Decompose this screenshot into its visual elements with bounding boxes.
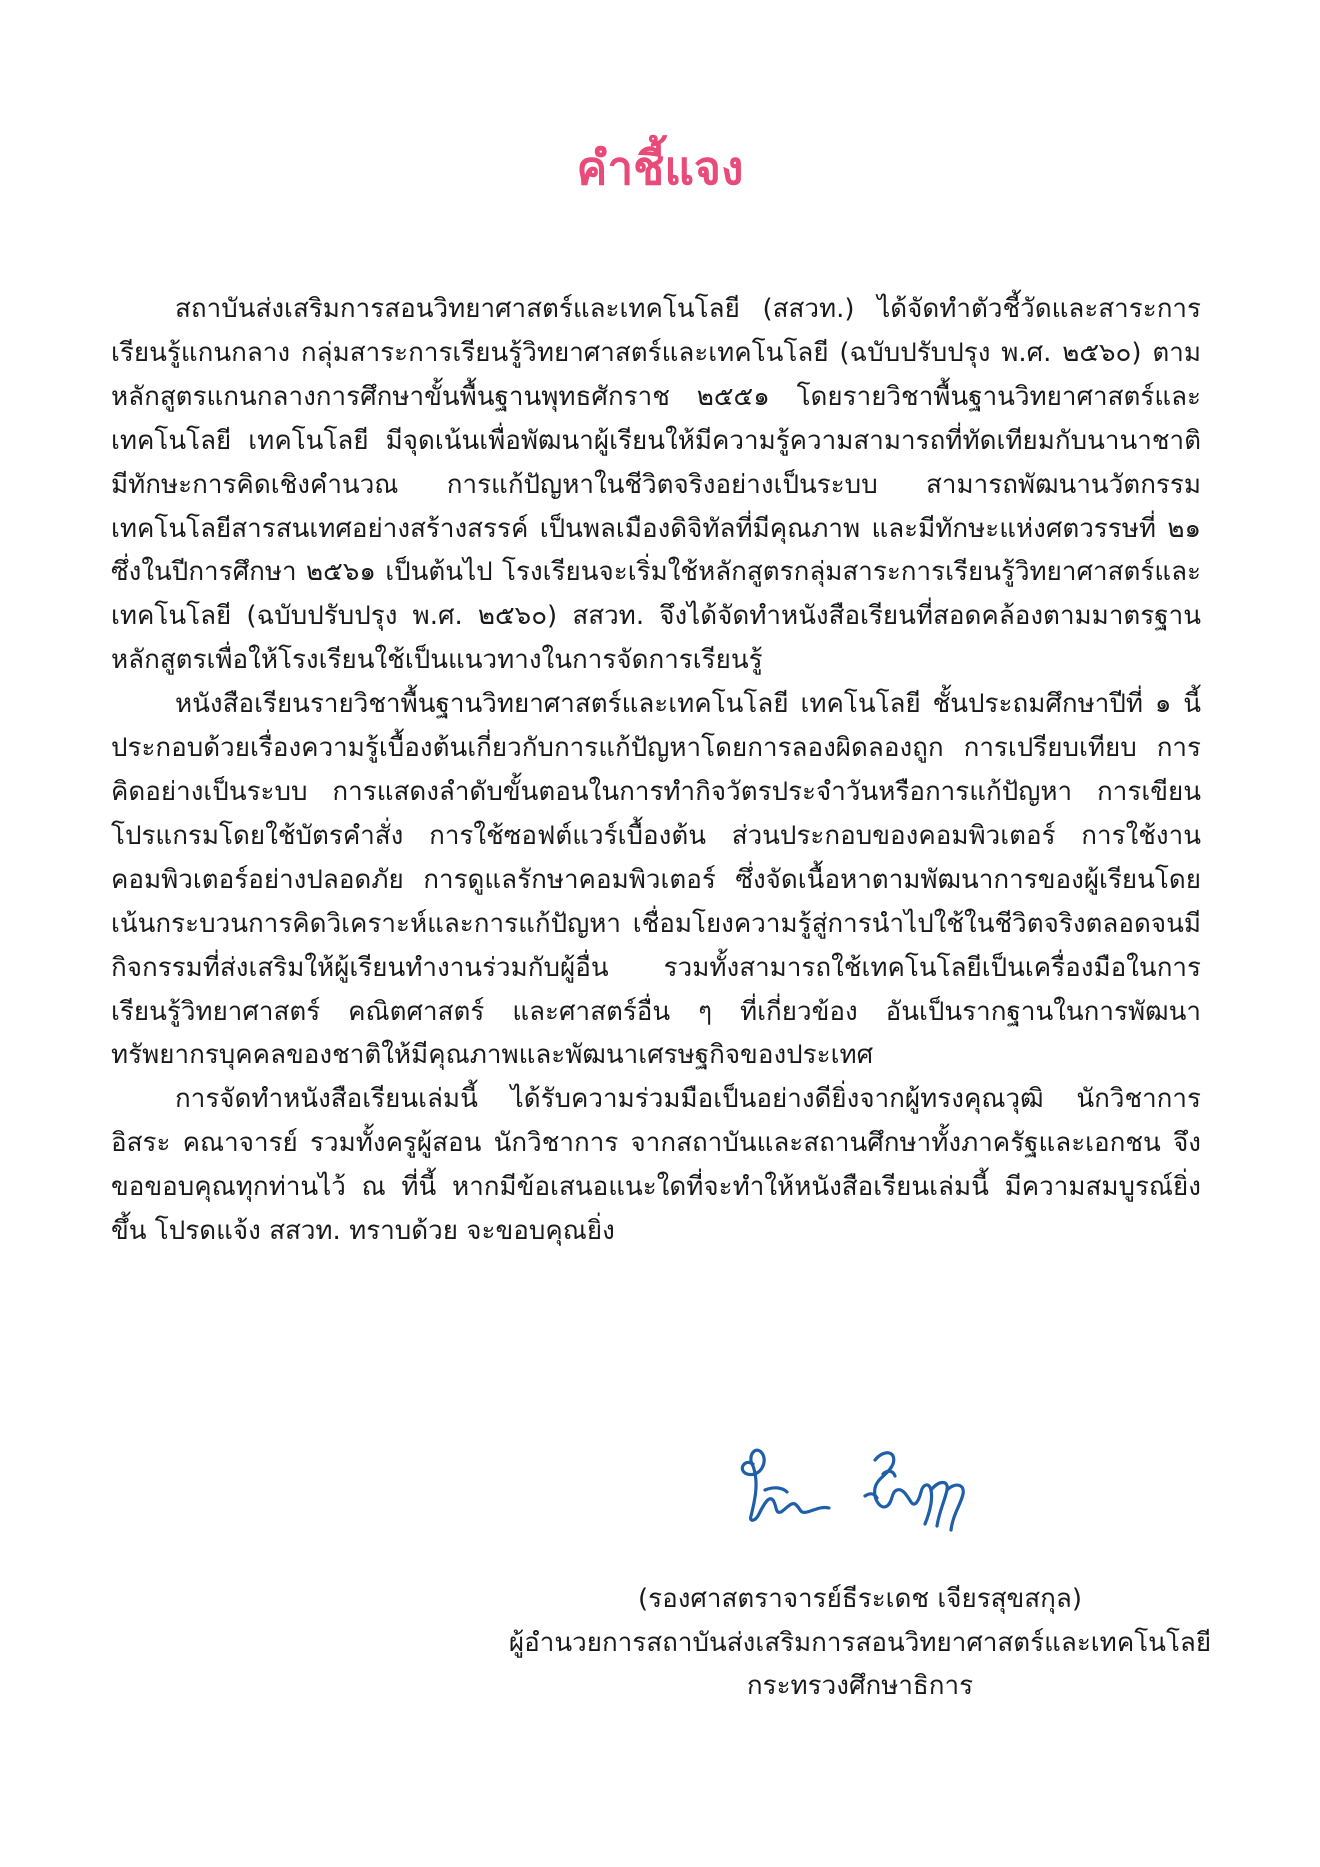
signatory-position: ผู้อำนวยการสถาบันส่งเสริมการสอนวิทยาศาสตร์และเทคโนโลยี: [508, 1627, 1212, 1658]
paragraph-intro: สถาบันส่งเสริมการสอนวิทยาศาสตร์และเทคโนโลยี (สสวท.) ได้จัดทำตัวชี้วัดและสาระการเรียนรู้แกนกลาง กลุ่มสาระการเรียนรู้วิทยาศาสตร์และเทคโนโลยี (ฉบับปรับปรุง พ.ศ. ๒๕๖๐) ตามหลักสูตรแกนกลางการศึกษาขั้นพื้นฐานพุทธศักราช ๒๕๕๑ โดยรายวิชาพื้นฐานวิทยาศาสตร์และเทคโนโลยี เทคโนโลยี มีจุดเน้นเพื่อพัฒนาผู้เรียนให้มีความรู้ความสามารถที่ทัดเทียมกับนานาชาติ มีทักษะการคิดเชิงคำนวณ การแก้ปัญหาในชีวิตจริงอย่างเป็นระบบ สามารถพัฒนานวัตกรรมเทคโนโลยีสารสนเทศอย่างสร้างสรรค์ เป็นพลเมืองดิจิทัลที่มีคุณภาพ และมีทักษะแห่งศตวรรษที่ ๒๑ ซึ่งในปีการศึกษา ๒๕๖๑ เป็นต้นไป โรงเรียนจะเริ่มใช้หลักสูตรกลุ่มสาระการเรียนรู้วิทยาศาสตร์และเทคโนโลยี (ฉบับปรับปรุง พ.ศ. ๒๕๖๐) สสวท. จึงได้จัดทำหนังสือเรียนที่สอดคล้องตามมาตรฐานหลักสูตรเพื่อให้โรงเรียนใช้เป็นแนวทางในการจัดการเรียนรู้: [111, 294, 1201, 676]
signatory-name: (รองศาสตราจารย์ธีระเดช เจียรสุขสกุล): [637, 1584, 1082, 1614]
page-title: คำชี้แจง: [576, 141, 744, 195]
paragraph-contents: หนังสือเรียนรายวิชาพื้นฐานวิทยาศาสตร์และเทคโนโลยี เทคโนโลยี ชั้นประถมศึกษาปีที่ ๑ นี้ ประกอบด้วยเรื่องความรู้เบื้องต้นเกี่ยวกับการแก้ปัญหาโดยการลองผิดลองถูก การเปรียบเทียบ การคิดอย่างเป็นระบบ การแสดงลำดับขั้นตอนในการทำกิจวัตรประจำวันหรือการแก้ปัญหา การเขียนโปรแกรมโดยใช้บัตรคำสั่ง การใช้ซอฟต์แวร์เบื้องต้น ส่วนประกอบของคอมพิวเตอร์ การใช้งานคอมพิวเตอร์อย่างปลอดภัย การดูแลรักษาคอมพิวเตอร์ ซึ่งจัดเนื้อหาตามพัฒนาการของผู้เรียนโดยเน้นกระบวนการคิดวิเคราะห์และการแก้ปัญหา เชื่อมโยงความรู้สู่การนำไปใช้ในชีวิตจริงตลอดจนมีกิจกรรมที่ส่งเสริมให้ผู้เรียนทำงานร่วมกับผู้อื่น รวมทั้งสามารถใช้เทคโนโลยีเป็นเครื่องมือในการเรียนรู้วิทยาศาสตร์ คณิตศาสตร์ และศาสตร์อื่น ๆ ที่เกี่ยวข้อง อันเป็นรากฐานในการพัฒนาทรัพยากรบุคคลของชาติให้มีคุณภาพและพัฒนาเศรษฐกิจของประเทศ: [111, 689, 1201, 1071]
paragraph-acknowledgement: การจัดทำหนังสือเรียนเล่มนี้ ได้รับความร่วมมือเป็นอย่างดียิ่งจากผู้ทรงคุณวุฒิ นักวิชาการอิสระ คณาจารย์ รวมทั้งครูผู้สอน นักวิชาการ จากสถาบันและสถานศึกษาทั้งภาครัฐและเอกชน จึงขอขอบคุณทุกท่านไว้ ณ ที่นี้ หากมีข้อเสนอแนะใดที่จะทำให้หนังสือเรียนเล่มนี้ มีความสมบูรณ์ยิ่งขึ้น โปรดแจ้ง สสวท. ทราบด้วย จะขอบคุณยิ่ง: [111, 1084, 1201, 1247]
signatory-ministry: กระทรวงศึกษาธิการ: [746, 1671, 974, 1701]
body-text: [111, 288, 1201, 1254]
signatory-block: [480, 1578, 1240, 1709]
signature-icon: [725, 1430, 985, 1540]
